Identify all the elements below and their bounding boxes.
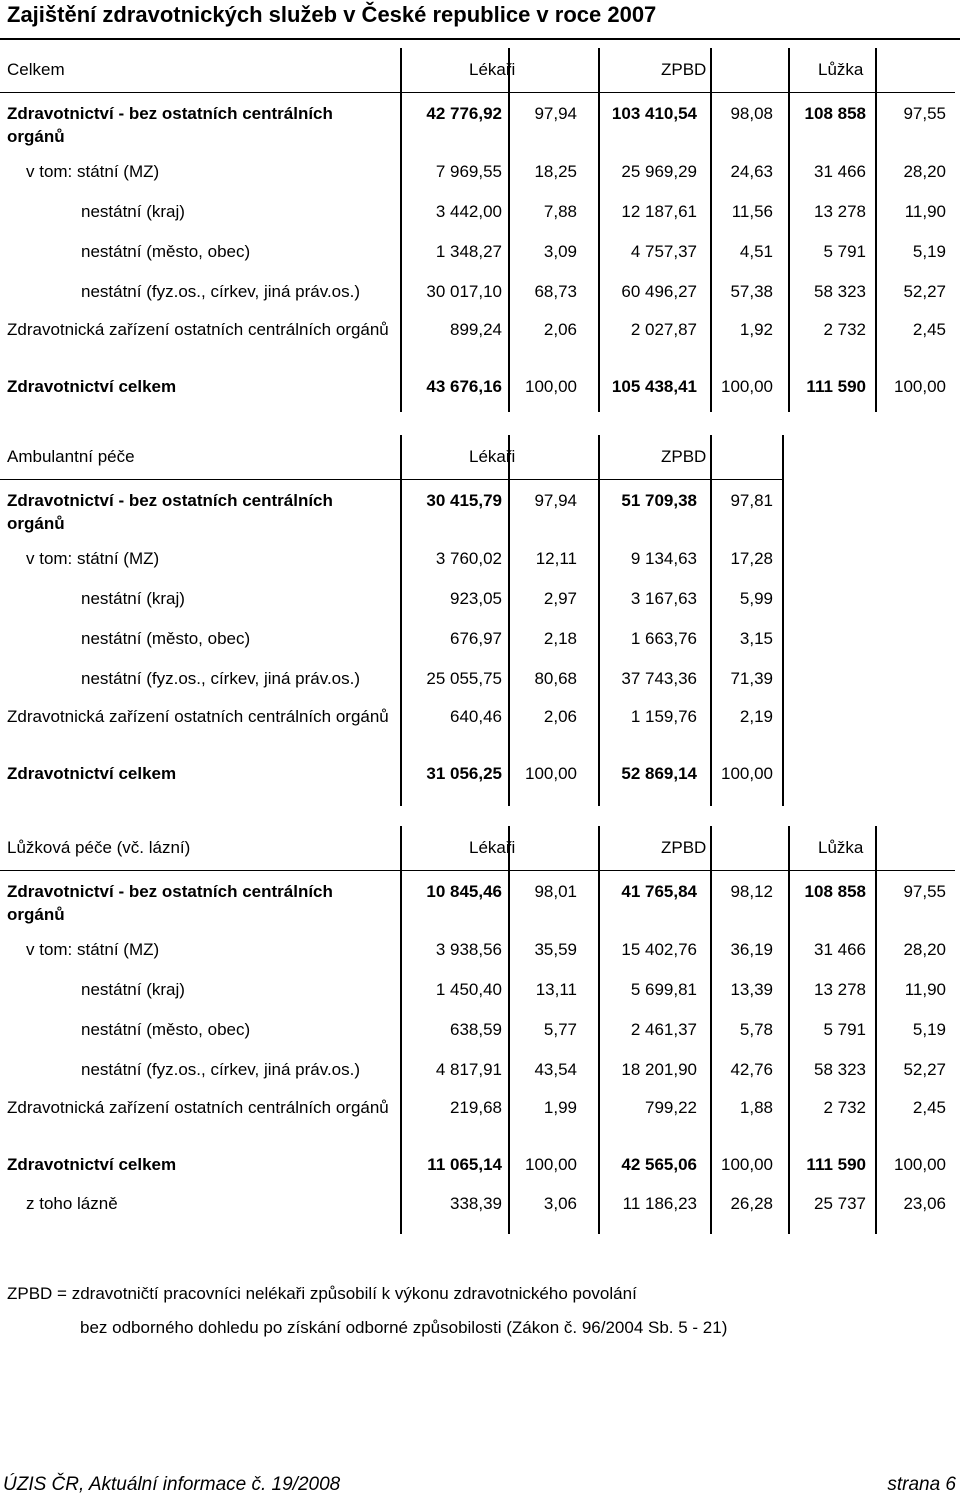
table-cell-value: 219,68	[450, 1098, 502, 1117]
table-cell-value: 31 056,25	[426, 764, 502, 783]
table-cell-value: 2,19	[739, 707, 773, 726]
table-cell-value: 11,90	[904, 980, 946, 999]
table-cell-value: 31 466	[814, 940, 866, 959]
column-divider	[508, 826, 510, 1234]
column-divider	[598, 435, 600, 806]
table-cell-value: 23,06	[903, 1194, 946, 1213]
table-cell-value: 13,11	[535, 980, 577, 999]
table-cell-value: 4,51	[739, 242, 773, 261]
table-cell-value: 2,18	[543, 629, 577, 648]
column-header: Lůžka	[818, 838, 864, 857]
header-rule	[0, 92, 955, 93]
table-cell-value: 98,01	[534, 882, 577, 901]
column-divider	[508, 48, 510, 412]
table-cell-value: 103 410,54	[611, 104, 697, 123]
row-label: nestátní (fyz.os., církev, jiná práv.os.)	[81, 669, 361, 688]
row-label: Zdravotnická zařízení ostatních centrálních orgánů	[7, 320, 389, 339]
column-divider	[710, 826, 712, 1234]
title-rule	[0, 38, 960, 40]
table-cell-value: 25 055,75	[426, 669, 502, 688]
column-header: Lůžka	[818, 60, 864, 79]
table-cell-value: 5 791	[823, 1020, 866, 1039]
row-label: v tom: státní (MZ)	[26, 162, 160, 181]
table-cell-value: 799,22	[645, 1098, 697, 1117]
table-cell-value: 100,00	[721, 377, 773, 396]
table-cell-value: 12,11	[535, 549, 577, 568]
table-cell-value: 7,88	[543, 202, 577, 221]
table-cell-value: 1 663,76	[630, 629, 697, 648]
row-label: Zdravotnictví - bez ostatních centrálních orgánů	[7, 104, 333, 146]
table-cell-value: 899,24	[450, 320, 502, 339]
row-label: nestátní (kraj)	[81, 202, 185, 221]
row-label: Zdravotnictví - bez ostatních centrálních orgánů	[7, 491, 333, 533]
row-label: v tom: státní (MZ)	[26, 940, 160, 959]
table-cell-value: 2 732	[823, 320, 866, 339]
table-cell-value: 98,12	[730, 882, 773, 901]
column-divider	[598, 48, 600, 412]
table-cell-value: 9 134,63	[630, 549, 697, 568]
column-divider	[788, 826, 790, 1234]
column-header: ZPBD	[661, 60, 707, 79]
table-cell-value: 58 323	[814, 1060, 866, 1079]
table-cell-value: 7 969,55	[435, 162, 502, 181]
column-divider	[710, 48, 712, 412]
column-header: Lékaři	[469, 447, 516, 466]
table-ambulantni	[0, 435, 960, 806]
table-cell-value: 2,97	[543, 589, 577, 608]
column-divider	[400, 826, 402, 1234]
table-cell-value: 97,81	[730, 491, 773, 510]
table-cell-value: 100,00	[525, 377, 577, 396]
table-cell-value: 42 565,06	[621, 1155, 697, 1174]
table-cell-value: 25 737	[814, 1194, 866, 1213]
table-cell-value: 57,38	[730, 282, 773, 301]
table-cell-value: 12 187,61	[621, 202, 697, 221]
table-cell-value: 11 186,23	[622, 1194, 697, 1213]
table-cell-value: 5,77	[543, 1020, 577, 1039]
table-cell-value: 640,46	[450, 707, 502, 726]
row-label: nestátní (město, obec)	[81, 629, 251, 648]
row-label: Zdravotnictví celkem	[7, 1155, 177, 1174]
table-cell-value: 58 323	[814, 282, 866, 301]
table-cell-value: 24,63	[730, 162, 773, 181]
footnote-line-1: ZPBD = zdravotničtí pracovníci nelékaři způsobilí k výkonu zdravotnického povolání	[7, 1284, 637, 1303]
header-rule	[0, 479, 782, 480]
table-cell-value: 30 017,10	[426, 282, 502, 301]
table-cell-value: 4 757,37	[630, 242, 697, 261]
table-cell-value: 1 159,76	[630, 707, 697, 726]
table-cell-value: 31 466	[814, 162, 866, 181]
column-divider	[782, 435, 784, 806]
header-rule	[0, 870, 955, 871]
table-cell-value: 3 938,56	[435, 940, 502, 959]
table-cell-value: 3 442,00	[435, 202, 502, 221]
table-cell-value: 2 461,37	[630, 1020, 697, 1039]
table-cell-value: 100,00	[721, 1155, 773, 1174]
table-luzkova	[0, 826, 960, 1234]
table-celkem	[0, 48, 960, 412]
table-cell-value: 1,88	[739, 1098, 773, 1117]
row-label: v tom: státní (MZ)	[26, 549, 160, 568]
footnote-line-2: bez odborného dohledu po získání odborné způsobilosti (Zákon č. 96/2004 Sb. 5 - 21)	[80, 1318, 728, 1337]
table-cell-value: 3 167,63	[630, 589, 697, 608]
table-cell-value: 13 278	[814, 980, 866, 999]
table-cell-value: 1 450,40	[435, 980, 502, 999]
table-cell-value: 80,68	[534, 669, 577, 688]
table-cell-value: 2,06	[543, 707, 577, 726]
footer-left: ÚZIS ČR, Aktuální informace č. 19/2008	[3, 1474, 341, 1495]
row-label: nestátní (město, obec)	[81, 242, 251, 261]
table-cell-value: 11,90	[904, 202, 946, 221]
table-cell-value: 5 699,81	[630, 980, 697, 999]
table-cell-value: 2,45	[912, 320, 946, 339]
table-cell-value: 35,59	[534, 940, 577, 959]
table-cell-value: 5,78	[739, 1020, 773, 1039]
column-divider	[400, 48, 402, 412]
column-divider	[710, 435, 712, 806]
table-cell-value: 923,05	[450, 589, 502, 608]
table-cell-value: 97,94	[534, 104, 577, 123]
column-divider	[400, 435, 402, 806]
table-cell-value: 71,39	[730, 669, 773, 688]
column-header: Lékaři	[469, 838, 516, 857]
table-cell-value: 3 760,02	[435, 549, 502, 568]
table-cell-value: 3,09	[543, 242, 577, 261]
table-cell-value: 42,76	[730, 1060, 773, 1079]
table-cell-value: 5 791	[823, 242, 866, 261]
table-cell-value: 51 709,38	[621, 491, 697, 510]
table-cell-value: 13,39	[730, 980, 773, 999]
column-divider	[875, 826, 877, 1234]
row-label: Zdravotnická zařízení ostatních centrálních orgánů	[7, 707, 389, 726]
table-cell-value: 52 869,14	[621, 764, 697, 783]
table-cell-value: 111 590	[806, 377, 866, 396]
table-cell-value: 36,19	[730, 940, 773, 959]
table-cell-value: 3,06	[543, 1194, 577, 1213]
table-cell-value: 1,92	[739, 320, 773, 339]
table-cell-value: 100,00	[894, 1155, 946, 1174]
section-header-label: Celkem	[7, 60, 65, 79]
table-cell-value: 2,45	[912, 1098, 946, 1117]
table-cell-value: 1 348,27	[435, 242, 502, 261]
table-cell-value: 28,20	[903, 162, 946, 181]
table-cell-value: 28,20	[903, 940, 946, 959]
row-label: Zdravotnictví celkem	[7, 377, 177, 396]
table-cell-value: 42 776,92	[426, 104, 502, 123]
column-divider	[875, 48, 877, 412]
column-divider	[508, 435, 510, 806]
column-divider	[788, 48, 790, 412]
table-cell-value: 5,19	[912, 242, 946, 261]
table-cell-value: 26,28	[730, 1194, 773, 1213]
table-cell-value: 97,55	[903, 104, 946, 123]
table-cell-value: 108 858	[804, 882, 866, 901]
row-label: Zdravotnictví celkem	[7, 764, 177, 783]
table-cell-value: 18 201,90	[621, 1060, 697, 1079]
table-cell-value: 638,59	[450, 1020, 502, 1039]
table-cell-value: 52,27	[903, 282, 946, 301]
table-cell-value: 17,28	[730, 549, 773, 568]
section-header-label: Ambulantní péče	[7, 447, 135, 466]
table-cell-value: 25 969,29	[621, 162, 697, 181]
table-cell-value: 105 438,41	[611, 377, 697, 396]
table-cell-value: 43,54	[534, 1060, 577, 1079]
column-header: Lékaři	[469, 60, 516, 79]
row-label: nestátní (fyz.os., církev, jiná práv.os.)	[81, 282, 361, 301]
table-cell-value: 1,99	[543, 1098, 577, 1117]
table-cell-value: 5,99	[739, 589, 773, 608]
section-header-label: Lůžková péče (vč. lázní)	[7, 838, 191, 857]
row-label: nestátní (kraj)	[81, 980, 185, 999]
table-cell-value: 41 765,84	[621, 882, 697, 901]
table-cell-value: 43 676,16	[426, 377, 502, 396]
table-cell-value: 676,97	[450, 629, 502, 648]
table-cell-value: 5,19	[912, 1020, 946, 1039]
table-cell-value: 108 858	[804, 104, 866, 123]
column-divider	[598, 826, 600, 1234]
footer-right: strana 6	[887, 1474, 956, 1495]
table-cell-value: 2,06	[543, 320, 577, 339]
column-header: ZPBD	[661, 447, 707, 466]
table-cell-value: 10 845,46	[426, 882, 502, 901]
table-cell-value: 13 278	[814, 202, 866, 221]
table-cell-value: 60 496,27	[621, 282, 697, 301]
table-cell-value: 100,00	[525, 1155, 577, 1174]
table-cell-value: 100,00	[721, 764, 773, 783]
table-cell-value: 11 065,14	[427, 1155, 502, 1174]
row-label: nestátní (fyz.os., církev, jiná práv.os.)	[81, 1060, 361, 1079]
table-cell-value: 338,39	[450, 1194, 502, 1213]
table-cell-value: 3,15	[739, 629, 773, 648]
table-cell-value: 11,56	[731, 202, 773, 221]
row-label: nestátní (kraj)	[81, 589, 185, 608]
table-cell-value: 37 743,36	[621, 669, 697, 688]
table-cell-value: 15 402,76	[621, 940, 697, 959]
table-cell-value: 100,00	[894, 377, 946, 396]
table-cell-value: 97,94	[534, 491, 577, 510]
table-cell-value: 18,25	[534, 162, 577, 181]
table-cell-value: 2 027,87	[630, 320, 697, 339]
table-cell-value: 100,00	[525, 764, 577, 783]
row-label: z toho lázně	[26, 1194, 118, 1213]
table-cell-value: 2 732	[823, 1098, 866, 1117]
row-label: nestátní (město, obec)	[81, 1020, 251, 1039]
table-cell-value: 4 817,91	[435, 1060, 502, 1079]
table-cell-value: 111 590	[806, 1155, 866, 1174]
table-cell-value: 52,27	[903, 1060, 946, 1079]
table-cell-value: 30 415,79	[426, 491, 502, 510]
table-cell-value: 98,08	[730, 104, 773, 123]
table-cell-value: 68,73	[534, 282, 577, 301]
row-label: Zdravotnictví - bez ostatních centrálních orgánů	[7, 882, 333, 924]
row-label: Zdravotnická zařízení ostatních centrálních orgánů	[7, 1098, 389, 1117]
table-cell-value: 97,55	[903, 882, 946, 901]
column-header: ZPBD	[661, 838, 707, 857]
page-title: Zajištění zdravotnických služeb v České republice v roce 2007	[7, 2, 657, 27]
